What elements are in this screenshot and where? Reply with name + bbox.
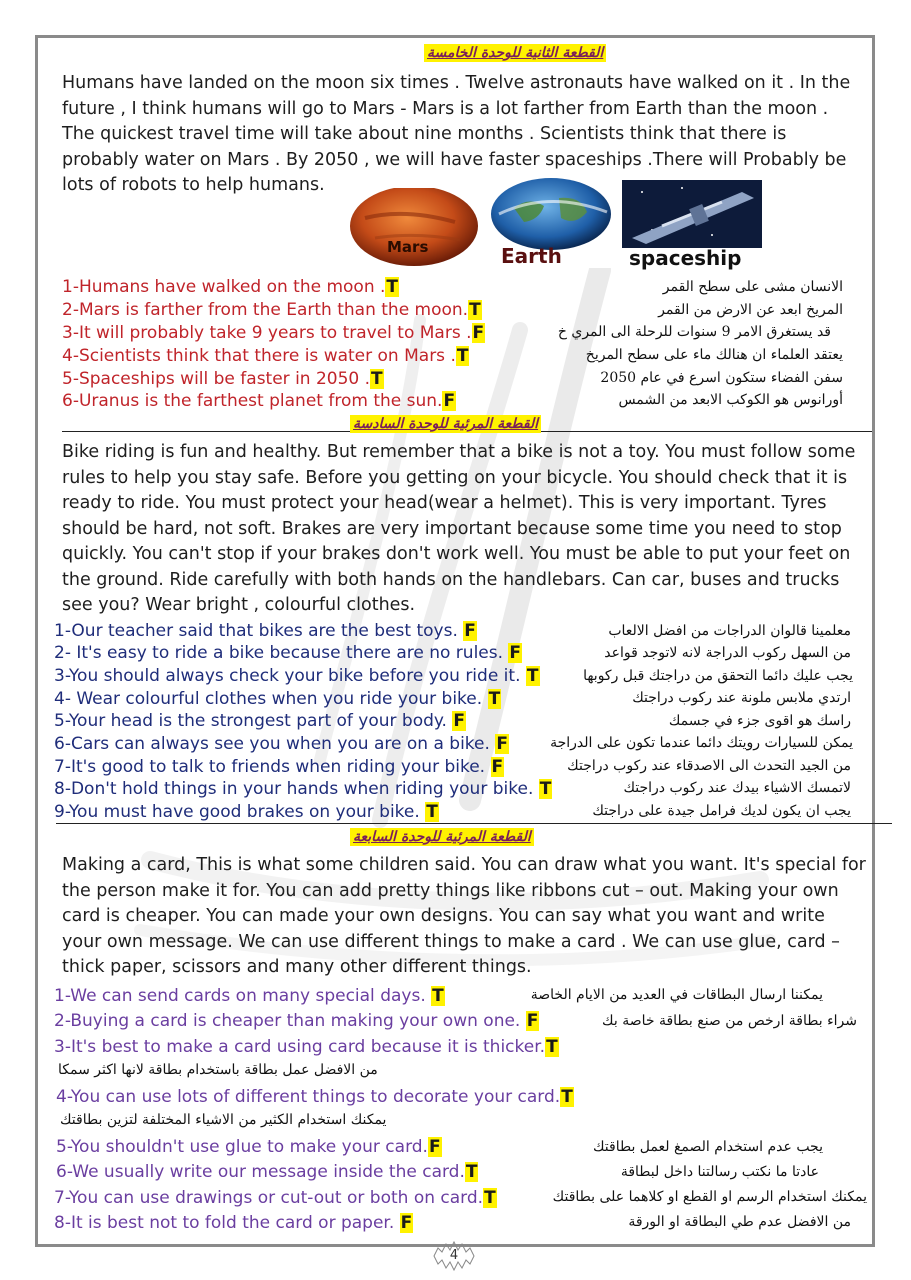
s2-arabic-4: ارتدي ملابس ملونة عند ركوب دراجتك: [632, 690, 851, 706]
answer-badge: F: [400, 1213, 413, 1233]
passage-line: probably water on Mars . By 2050 , we will have faster spaceships .There will Probably be: [62, 149, 847, 170]
s2-question-4: 4- Wear colourful clothes when you ride your bike. T: [54, 689, 501, 709]
passage-line: thick paper, scissors and many other different things.: [62, 957, 532, 977]
s2-question-1: 1-Our teacher said that bikes are the best toys. F: [54, 621, 476, 641]
answer-badge: F: [472, 323, 485, 343]
answer-badge: F: [496, 734, 508, 754]
s3-arabic-1: يمكننا ارسال البطاقات في العديد من الايام الخاصة: [530, 987, 823, 1003]
s1-question-2: 2-Mars is farther from the Earth than the moon.T: [62, 300, 481, 320]
s2-arabic-6: يمكن للسيارات رويتك دائما عندما تكون على الدراجة: [550, 735, 853, 751]
s2-question-2: 2- It's easy to ride a bike because there are no rules. F: [54, 643, 522, 663]
answer-badge: F: [526, 1011, 539, 1031]
passage-line: The quickest travel time will take about nine months . Scientists think that there is: [62, 124, 787, 144]
s3-question-7: 7-You can use drawings or cut-out or both on card.T: [54, 1188, 496, 1208]
s3-question-2: 2-Buying a card is cheaper than making your own one. F: [54, 1011, 539, 1031]
passage-line: card is cheaper. You can made your own designs. You can say what you want and write: [62, 906, 825, 926]
s3-question-4: 4-You can use lots of different things to decorate your card.T: [56, 1087, 573, 1107]
answer-badge: T: [539, 779, 552, 799]
mars-image: [345, 188, 483, 266]
s3-arabic-6: عادتا ما نكتب رسالتنا داخل لبطاقة: [620, 1164, 819, 1180]
answer-badge: T: [526, 666, 539, 686]
s3-arabic-5: يجب عدم استخدام الصمغ لعمل بطاقتك: [592, 1139, 823, 1155]
page-number: [428, 1238, 480, 1274]
s3-question-5: 5-You shouldn't use glue to make your card.F: [56, 1137, 441, 1157]
s1-question-4: 4-Scientists think that there is water on Mars .T: [62, 346, 469, 366]
earth-image: [489, 178, 613, 268]
mars-label: Mars: [387, 238, 429, 256]
passage-line: should be hard, not soft. Brakes are very important because some time you need to stop: [62, 518, 842, 539]
s3-arabic-2: شراء بطاقة ارخص من صنع بطاقة خاصة بك: [602, 1013, 857, 1029]
section3-passage: [62, 853, 866, 981]
answer-badge: F: [453, 711, 465, 731]
passage-line: Making a card, This is what some children said. You can draw what you want. It's special for: [62, 855, 866, 875]
page-number-label: 4: [449, 1248, 459, 1263]
answer-badge: T: [432, 986, 444, 1006]
s1-arabic-3: قد يستغرق الامر 9 سنوات للرحلة الى المري خ: [557, 324, 831, 340]
answer-badge: T: [426, 802, 438, 822]
answer-badge: T: [484, 1188, 496, 1208]
s3-question-8: 8-It is best not to fold the card or paper. F: [54, 1213, 413, 1233]
s2-question-8: 8-Don't hold things in your hands when riding your bike. T: [54, 779, 552, 799]
answer-badge: T: [456, 346, 469, 366]
passage-line: ready to ride. You must protect your head(wear a helmet). This is very important. Tyres: [62, 493, 827, 513]
s3-question-6: 6-We usually write our message inside the card.T: [56, 1162, 478, 1182]
passage-line: quickly. You can't stop if your brakes don't work well. You must be able to put your feet on: [62, 544, 851, 564]
s1-question-6: 6-Uranus is the farthest planet from the sun.F: [62, 391, 456, 411]
s1-arabic-2: المريخ ابعد عن الارض من القمر: [658, 302, 843, 318]
section-divider: [56, 823, 892, 824]
answer-badge: F: [464, 621, 476, 641]
spaceship-label: spaceship: [629, 246, 742, 270]
answer-badge: T: [465, 1162, 478, 1182]
s3-arabic-3: من الافضل عمل بطاقة باستخدام بطاقة لانها اكثر سمكا: [58, 1062, 378, 1078]
s2-arabic-7: من الجيد التحدث الى الاصدقاء عند ركوب دراجتك: [567, 758, 851, 774]
passage-line: your own message. We can use different things to make a card . We can use glue, card –: [62, 931, 840, 952]
s2-arabic-2: من السهل ركوب الدراجة لانه لاتوجد قواعد: [604, 645, 851, 661]
answer-badge: T: [386, 277, 399, 297]
passage-line: the ground. Ride carefully with both hands on the handlebars. Can car, buses and trucks: [62, 569, 840, 590]
answer-badge: T: [488, 689, 501, 709]
passage-line: the person make it for. You can add pretty things like ribbons cut – out. Making your own: [62, 880, 839, 901]
spaceship-image: [622, 180, 762, 270]
section2-title: القطعة المرئية للوحدة السادسة: [350, 415, 541, 433]
section2-passage: [62, 440, 862, 619]
answer-badge: F: [509, 643, 522, 663]
answer-badge: T: [469, 300, 481, 320]
answer-badge: T: [546, 1037, 558, 1057]
s3-arabic-8: من الافضل عدم طي البطاقة او الورقة: [628, 1214, 851, 1230]
s3-arabic-4: يمكنك استخدام الكثير من الاشياء المختلفة لتزين بطاقتك: [60, 1112, 387, 1128]
answer-badge: F: [443, 391, 456, 411]
passage-line: Bike riding is fun and healthy. But remember that a bike is not a toy. You must follow some: [62, 442, 856, 462]
passage-line: see you? Wear bright , colourful clothes.: [62, 595, 416, 615]
s1-arabic-6: أورانوس هو الكوكب الابعد من الشمس: [618, 392, 843, 408]
passage-line: lots of robots to help humans.: [62, 175, 325, 195]
earth-label: Earth: [501, 244, 562, 268]
s2-arabic-8: لاتمسك الاشياء بيدك عند ركوب دراجتك: [623, 780, 851, 796]
s2-question-3: 3-You should always check your bike before you ride it. T: [54, 666, 539, 686]
s2-arabic-3: يجب عليك دائما التحقق من دراجتك قبل ركوبها: [583, 668, 853, 684]
s2-question-5: 5-Your head is the strongest part of your body. F: [54, 711, 465, 731]
s1-question-5: 5-Spaceships will be faster in 2050 .T: [62, 369, 383, 389]
s3-question-3: 3-It's best to make a card using card because it is thicker.T: [54, 1037, 558, 1057]
s1-arabic-1: الانسان مشى على سطح القمر: [662, 279, 843, 295]
s3-arabic-7: يمكنك استخدام الرسم او القطع او كلاهما على بطاقتك: [552, 1189, 867, 1205]
s1-question-3: 3-It will probably take 9 years to travel to Mars .F: [62, 323, 485, 343]
answer-badge: T: [561, 1087, 573, 1107]
answer-badge: F: [491, 757, 504, 777]
section3-title: القطعة المرئية للوحدة السابعة: [350, 828, 534, 846]
s2-question-7: 7-It's good to talk to friends when riding your bike. F: [54, 757, 504, 777]
s2-question-6: 6-Cars can always see you when you are on a bike. F: [54, 734, 508, 754]
s1-question-1: 1-Humans have walked on the moon .T: [62, 277, 399, 297]
answer-badge: F: [428, 1137, 441, 1157]
s2-arabic-9: يجب ان يكون لديك فرامل جيدة على دراجتك: [592, 803, 851, 819]
passage-line: Humans have landed on the moon six times . Twelve astronauts have walked on it . In the: [62, 73, 851, 93]
s1-arabic-4: يعتقد العلماء ان هنالك ماء على سطح المريخ: [585, 347, 843, 363]
answer-badge: T: [371, 369, 383, 389]
section1-title: القطعة الثانية للوحدة الخامسة: [424, 44, 606, 62]
passage-line: rules to help you stay safe. Before you getting on your bicycle. You should check that it is: [62, 467, 848, 488]
s2-question-9: 9-You must have good brakes on your bike. T: [54, 802, 438, 822]
s2-arabic-5: راسك هو اقوى جزء في جسمك: [668, 713, 851, 729]
s2-arabic-1: معلمينا قالوان الدراجات من افضل الالعاب: [608, 623, 851, 639]
s3-question-1: 1-We can send cards on many special days. T: [54, 986, 444, 1006]
s1-arabic-5: سفن الفضاء ستكون اسرع في عام 2050: [600, 370, 843, 386]
passage-line: future , I think humans will go to Mars - Mars is a lot farther from Earth than the moon .: [62, 98, 829, 119]
